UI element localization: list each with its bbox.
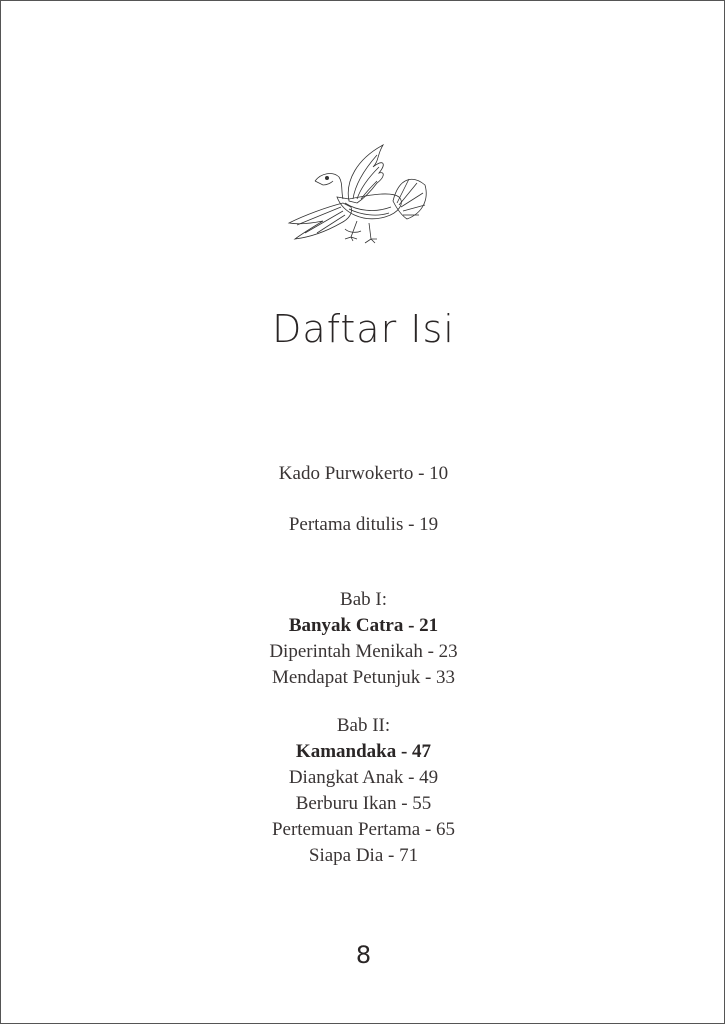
garuda-bird-illustration [287,141,429,253]
chapter-heading: Kamandaka - 47 [295,741,432,762]
toc-entry: Pertemuan Pertama - 65 [271,819,456,840]
toc-entry: Diangkat Anak - 49 [288,767,439,788]
chapter-heading: Banyak Catra - 21 [288,615,439,636]
page-number: 8 [355,941,372,969]
toc-entry: Kado Purwokerto - 10 [278,463,449,484]
toc-intro-entry [1,461,725,487]
toc-chapter-1 [1,587,725,691]
toc-entry: Mendapat Petunjuk - 33 [271,667,456,688]
toc-chapter-2 [1,713,725,869]
toc-entry: Diperintah Menikah - 23 [269,641,458,662]
toc-intro-entry [1,512,725,538]
toc-entry: Berburu Ikan - 55 [295,793,432,814]
page-title: Daftar Isi [272,307,455,351]
chapter-label: Bab II: [336,715,391,736]
chapter-label: Bab I: [340,589,387,610]
toc-entry: Siapa Dia - 71 [308,845,419,866]
toc-entry: Pertama ditulis - 19 [288,514,439,535]
